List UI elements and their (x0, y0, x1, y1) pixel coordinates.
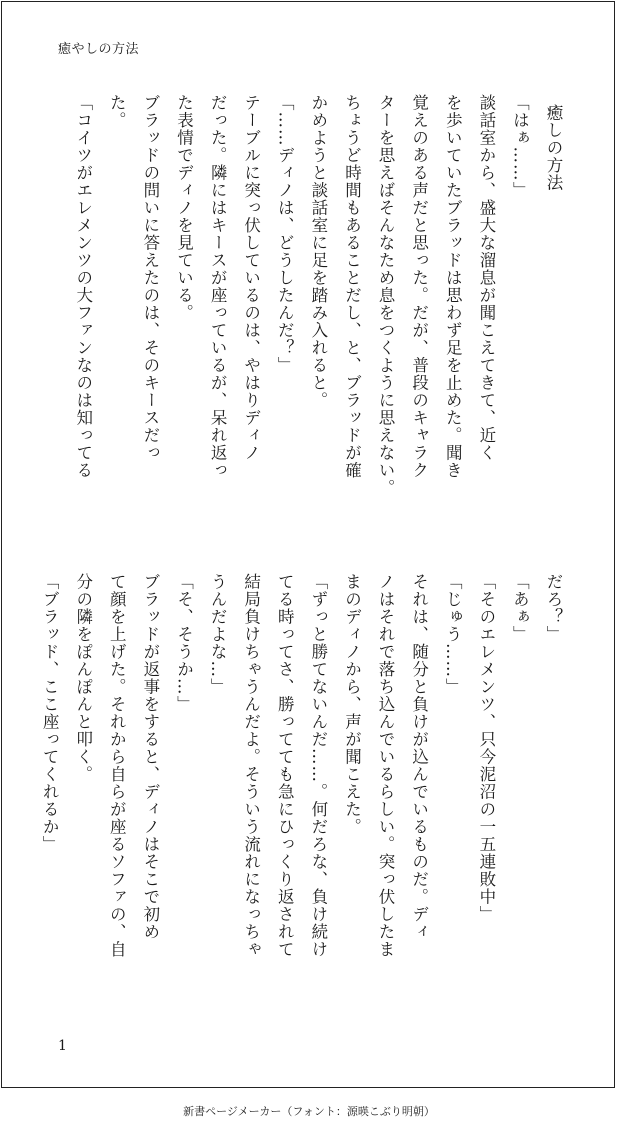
running-header: 癒やしの方法 (58, 42, 140, 57)
text-line: まのディノから、声が聞こえた。 (342, 573, 362, 836)
text-line: かめようと談話室に足を踏み入れると。 (308, 94, 328, 409)
text-line: た表情でディノを見ている。 (174, 94, 194, 322)
text-line: 「じゅう……」 (443, 573, 463, 696)
text-line: 結局負けちゃうんだよ。そういう流れになっちゃ (241, 573, 261, 958)
text-line: 「ブラッド、ここ座ってくれるか」 (40, 573, 60, 853)
text-line: た。 (107, 94, 127, 129)
text-line: 「そ、そうか…」 (174, 573, 194, 713)
text-line: だろ？」 (544, 573, 563, 643)
text-line: 覚えのある声だと思った。だが、普段のキャラク (409, 94, 429, 479)
text-line: 「ずっと勝てないんだ……。何だろな、負け続け (308, 573, 328, 958)
text-line: 「コイツがエレメンツの大ファンなのは知ってる (73, 94, 93, 479)
text-line: うんだよな…」 (208, 573, 228, 696)
text-line: ブラッドの問いに答えたのは、そのキースだっ (140, 94, 160, 462)
text-line: て顔を上げた。それから自らが座るソファの、自 (107, 573, 127, 958)
text-line: それは、随分と負けが込んでいるものだ。ディ (409, 573, 429, 941)
page-number: 1 (58, 1038, 67, 1054)
text-line: 「そのエレメンツ、只今泥沼の一五連敗中」 (476, 573, 496, 923)
text-line: 「あぁ」 (510, 573, 530, 643)
text-line: ちょうど時間もあることだし、と、ブラッドが確 (342, 94, 362, 479)
text-line: 「……ディノは、どうしたんだ？」 (275, 94, 295, 374)
text-line: ノはそれで落ち込んでいるらしい。突っ伏したま (376, 573, 396, 958)
lower-text-column (33, 573, 571, 993)
text-line: ターを思えばそんなため息をつくように思えない。 (376, 94, 396, 497)
text-line: てる時ってさ、勝ってても急にひっくり返されて (275, 573, 295, 958)
text-line: ブラッドが返事をすると、ディノはそこで初め (140, 573, 160, 941)
footer-credit: 新書ページメーカー（フォント：源暎こぶり明朝） (183, 1105, 435, 1118)
text-line: 分の隣をぽんぽんと叩く。 (73, 573, 93, 783)
chapter-title: 癒しの方法 (544, 104, 563, 192)
text-line: 「はぁ……」 (510, 94, 530, 199)
text-line: だった。隣にはキースが座っているが、呆れ返っ (208, 94, 228, 479)
text-line: を歩いていたブラッドは思わず足を止めた。聞き (443, 94, 463, 479)
text-line: テーブルに突っ伏しているのは、やはりディノ (241, 94, 261, 462)
upper-text-column (66, 94, 570, 524)
book-page (1, 1, 615, 1088)
text-line: 談話室から、盛大な溜息が聞こえてきて、近く (476, 94, 496, 462)
